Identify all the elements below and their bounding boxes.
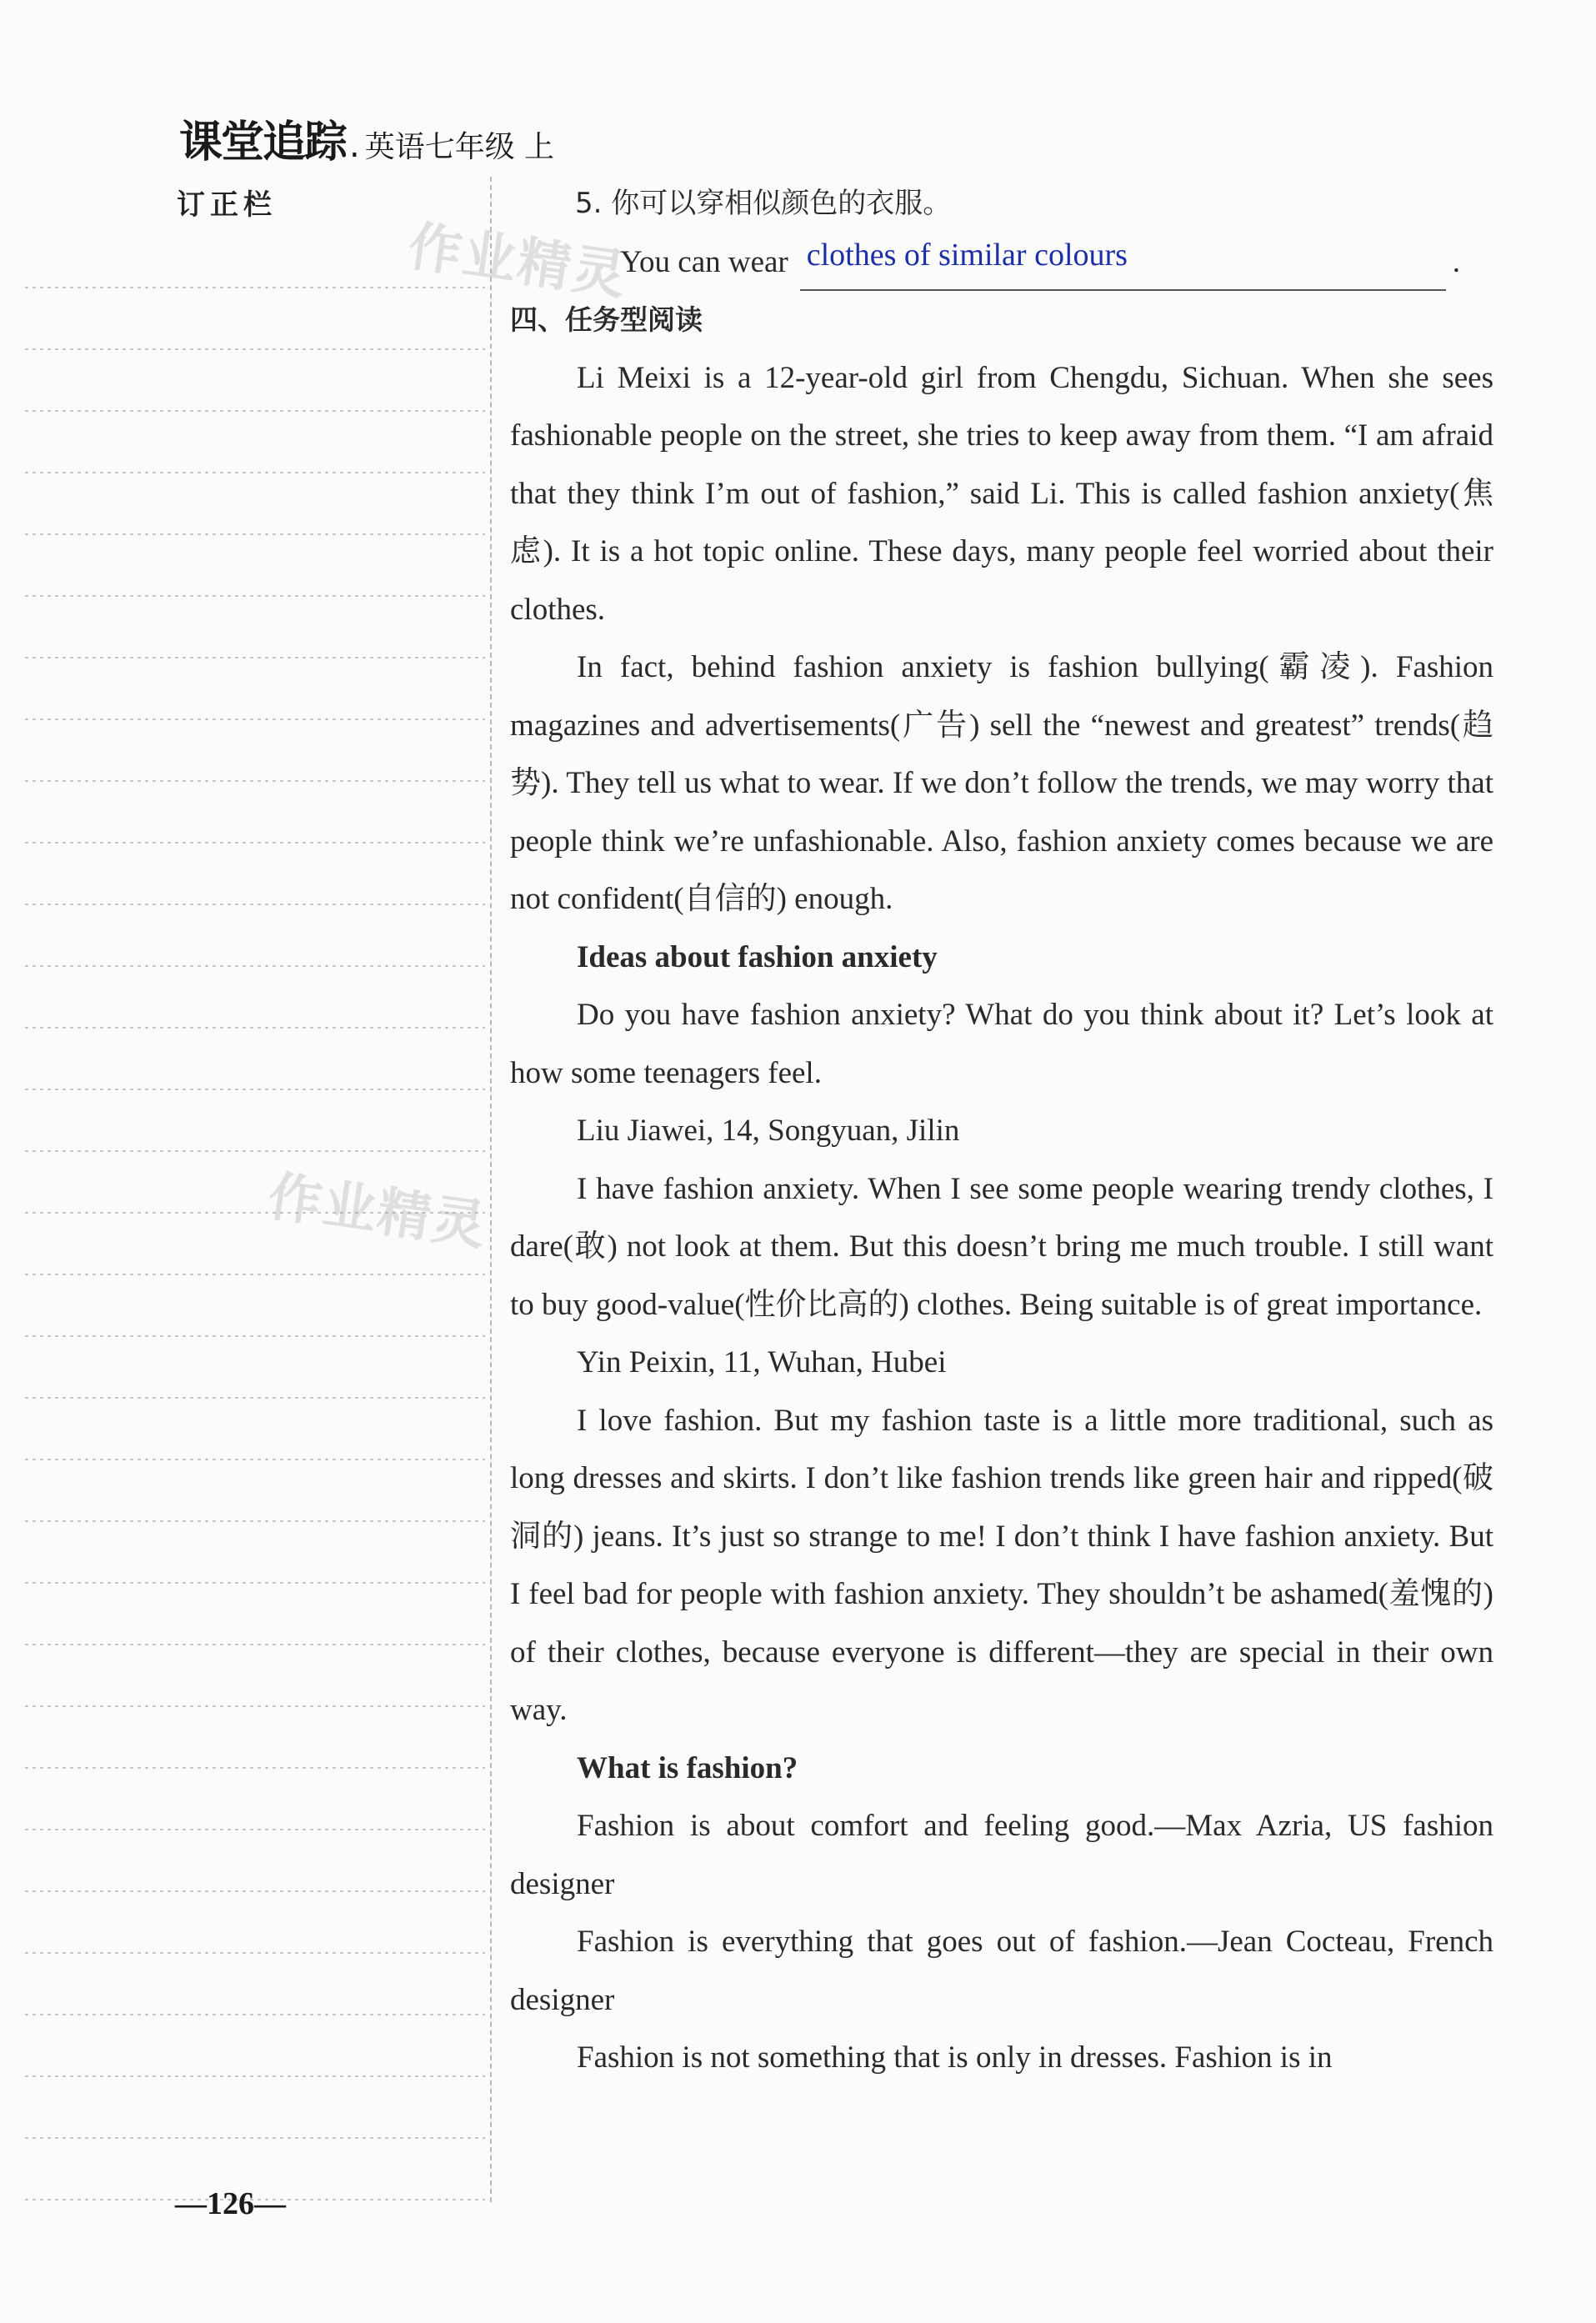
passage-paragraph: Do you have fashion anxiety? What do you think about it? Let’s look at how some teenagers feel. <box>510 998 1493 1090</box>
correction-ruled-lines <box>25 0 488 2323</box>
brand-logo: 课堂追踪 <box>179 118 347 168</box>
fashion-quote: Fashion is everything that goes out of fashion.—Jean Cocteau, French designer <box>510 1925 1493 2017</box>
fashion-quote: Fashion is about comfort and feeling good.—Max Azria, US fashion designer <box>510 1809 1493 1901</box>
answer-blank[interactable] <box>800 237 1446 291</box>
exercise-5-period: . <box>1452 244 1460 279</box>
exercise-5-lead: You can wear <box>620 244 788 279</box>
speaker-info: Yin Peixin, 11, Wuhan, Hubei <box>577 1345 947 1379</box>
subject-title: 英语七年级 上 <box>364 130 555 164</box>
passage-paragraph: I have fashion anxiety. When I see some people wearing trendy clothes, I dare(敢) not look at them. But this doesn’t bring me much trouble. I still want to buy good-value(性价比高的) clothes. Being suitable is of great importance. <box>510 1171 1493 1322</box>
brand-separator: . <box>349 127 360 165</box>
main-content <box>510 175 1493 2087</box>
section-title: 四、任务型阅读 <box>510 303 703 336</box>
watermark: 作业精灵 <box>264 1165 492 1258</box>
passage-subheading: What is fashion? <box>577 1750 798 1785</box>
speaker-info: Liu Jiawei, 14, Songyuan, Jilin <box>577 1114 960 1148</box>
watermark: 作业精灵 <box>404 215 632 308</box>
exercise-5-prompt: 5. 你可以穿相似颜色的衣服。 <box>575 187 952 220</box>
fashion-quote: Fashion is not something that is only in dresses. Fashion is in <box>577 2040 1333 2075</box>
column-divider <box>490 177 492 2202</box>
page-number: —126— <box>175 2186 286 2221</box>
correction-column-label: 订正栏 <box>177 188 277 222</box>
handwritten-answer: clothes of similar colours <box>806 237 1128 273</box>
passage-paragraph: In fact, behind fashion anxiety is fashion bullying(霸凌). Fashion magazines and advertisements(广告) sell the “newest and greatest” trends(趋势). They tell us what to wear. If we don’t follow the trends, we may worry that people think we’re unfashionable. Also, fashion anxiety comes because we are not confident(自信的) enough. <box>510 650 1493 916</box>
passage-paragraph: I love fashion. But my fashion taste is a little more traditional, such as long dresses and skirts. I don’t like fashion trends like green hair and ripped(破洞的) jeans. It’s just so strange to me! I don’t think I have fashion anxiety. But I feel bad for people with fashion anxiety. They shouldn’t be ashamed(羞愧的) of their clothes, because everyone is different—they are special in their own way. <box>510 1403 1493 1727</box>
exercise-5-answer-row <box>510 233 1493 292</box>
passage-paragraph: Li Meixi is a 12-year-old girl from Chengdu, Sichuan. When she sees fashionable people on the street, she tries to keep away from them. “I am afraid that they think I’m out of fashion,” said Li. This is called fashion anxiety(焦虑). It is a hot topic online. These days, many people feel worried about their clothes. <box>510 360 1493 627</box>
passage-subheading: Ideas about fashion anxiety <box>577 939 938 974</box>
